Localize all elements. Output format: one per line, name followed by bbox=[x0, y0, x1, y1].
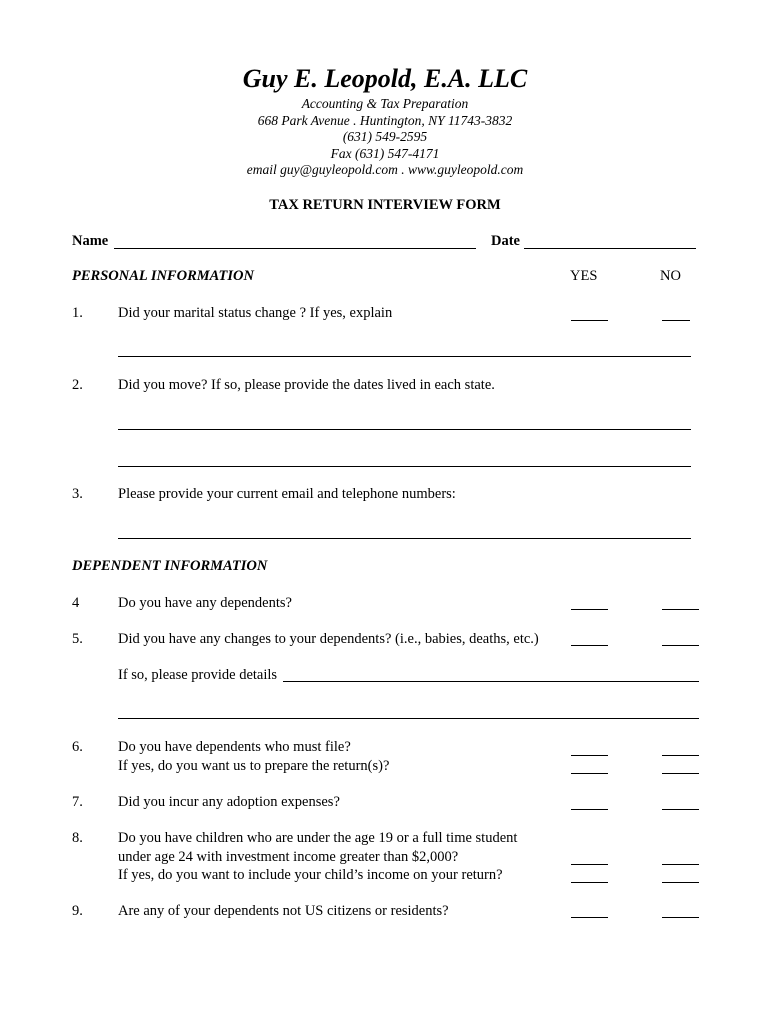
form-title: TAX RETURN INTERVIEW FORM bbox=[269, 197, 501, 213]
q2-answer-line-1[interactable] bbox=[118, 429, 691, 430]
q5-details-line-1[interactable] bbox=[283, 681, 699, 682]
yes-column-header: YES bbox=[570, 268, 598, 284]
q2-text: Did you move? If so, please provide the dates lived in each state. bbox=[118, 377, 495, 393]
address: 668 Park Avenue . Huntington, NY 11743-3832 bbox=[257, 113, 513, 128]
q7-yes-blank[interactable] bbox=[571, 809, 608, 810]
name-label: Name bbox=[72, 233, 109, 249]
q1-text: Did your marital status change ? If yes, explain bbox=[118, 305, 393, 321]
q8-text-line-1: Do you have children who are under the age 19 or a full time student bbox=[118, 830, 518, 846]
q7-text: Did you incur any adoption expenses? bbox=[118, 794, 340, 810]
q6-text-line-2: If yes, do you want us to prepare the return(s)? bbox=[118, 758, 390, 774]
personal-heading: PERSONAL INFORMATION bbox=[72, 268, 254, 284]
q6-text-line-1: Do you have dependents who must file? bbox=[118, 739, 351, 755]
q5-text: Did you have any changes to your dependents? (i.e., babies, deaths, etc.) bbox=[118, 631, 539, 647]
tagline: Accounting & Tax Preparation bbox=[301, 96, 469, 111]
date-label: Date bbox=[491, 233, 520, 249]
q6a-yes-blank[interactable] bbox=[571, 755, 608, 756]
q6-number: 6. bbox=[72, 739, 83, 755]
firm-name: Guy E. Leopold, E.A. LLC bbox=[242, 64, 528, 93]
name-field[interactable] bbox=[114, 248, 476, 249]
q9-text: Are any of your dependents not US citizens or residents? bbox=[118, 903, 449, 919]
q2-number: 2. bbox=[72, 377, 83, 393]
q4-number: 4 bbox=[72, 595, 80, 611]
q4-yes-blank[interactable] bbox=[571, 609, 608, 610]
q6b-no-blank[interactable] bbox=[662, 773, 699, 774]
q6a-no-blank[interactable] bbox=[662, 755, 699, 756]
q3-number: 3. bbox=[72, 486, 83, 502]
q1-number: 1. bbox=[72, 305, 83, 321]
q5-details-label: If so, please provide details bbox=[118, 667, 278, 683]
q3-answer-line[interactable] bbox=[118, 538, 691, 539]
q4-text: Do you have any dependents? bbox=[118, 595, 292, 611]
q8b-no-blank[interactable] bbox=[662, 882, 699, 883]
fax: Fax (631) 547-4171 bbox=[330, 146, 440, 161]
dependent-heading: DEPENDENT INFORMATION bbox=[72, 558, 268, 574]
q9-no-blank[interactable] bbox=[662, 917, 699, 918]
q8-number: 8. bbox=[72, 830, 83, 846]
q6b-yes-blank[interactable] bbox=[571, 773, 608, 774]
q1-yes-blank[interactable] bbox=[571, 320, 608, 321]
q8a-no-blank[interactable] bbox=[662, 864, 699, 865]
date-field[interactable] bbox=[524, 248, 696, 249]
q3-text: Please provide your current email and telephone numbers: bbox=[118, 486, 456, 502]
q1-explain-line[interactable] bbox=[118, 356, 691, 357]
q8-text-line-3: If yes, do you want to include your child’s income on your return? bbox=[118, 867, 503, 883]
q8a-yes-blank[interactable] bbox=[571, 864, 608, 865]
q1-no-blank[interactable] bbox=[662, 320, 690, 321]
q4-no-blank[interactable] bbox=[662, 609, 699, 610]
q9-number: 9. bbox=[72, 903, 83, 919]
q5-yes-blank[interactable] bbox=[571, 645, 608, 646]
q9-yes-blank[interactable] bbox=[571, 917, 608, 918]
q5-number: 5. bbox=[72, 631, 83, 647]
q5-no-blank[interactable] bbox=[662, 645, 699, 646]
q8b-yes-blank[interactable] bbox=[571, 882, 608, 883]
q7-number: 7. bbox=[72, 794, 83, 810]
email-web: email guy@guyleopold.com . www.guyleopold.com bbox=[246, 162, 524, 177]
q2-answer-line-2[interactable] bbox=[118, 466, 691, 467]
q5-details-line-2[interactable] bbox=[118, 718, 699, 719]
q7-no-blank[interactable] bbox=[662, 809, 699, 810]
q8-text-line-2: under age 24 with investment income greater than $2,000? bbox=[118, 849, 459, 865]
phone: (631) 549-2595 bbox=[342, 129, 428, 144]
no-column-header: NO bbox=[660, 268, 681, 284]
